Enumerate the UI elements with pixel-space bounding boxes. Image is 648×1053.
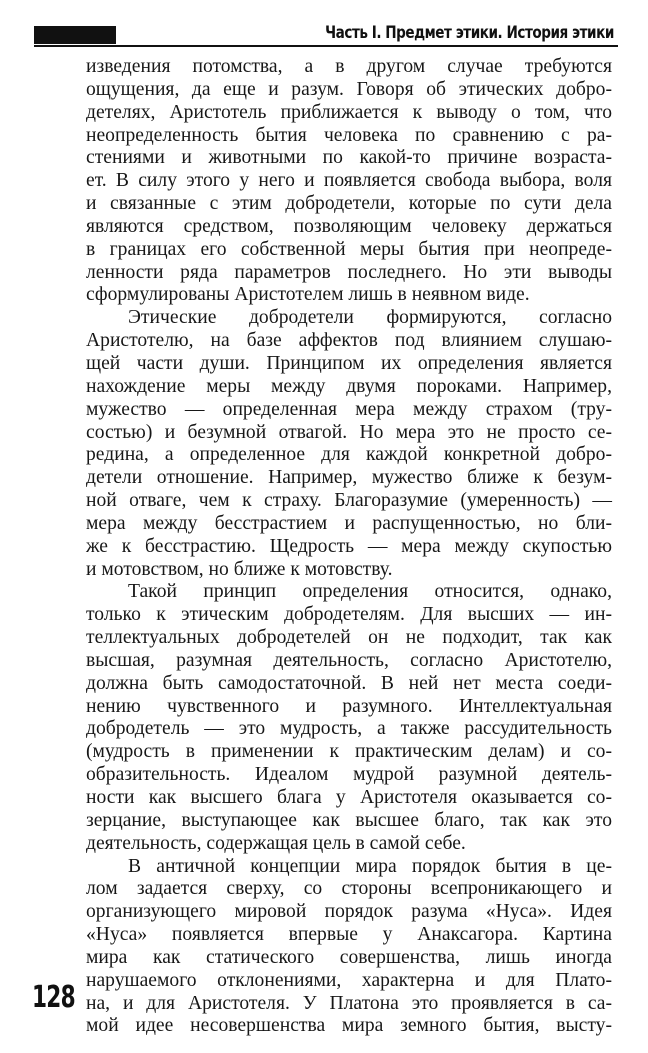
text-line: на, и для Аристотеля. У Платона это проявляется в са- [86,992,612,1014]
text-line: организующего мировой порядок разума «Нуса». Идея [86,901,612,923]
running-header-title: Часть I. Предмет этики. История этики [325,23,614,43]
text-line: ленности ряда параметров последнего. Но эти выводы [86,261,612,283]
text-line: добродетель — это мудрость, а также рассудительность [86,718,612,740]
text-line: теллектуальных добродетелей он не подходит, так как [86,627,612,649]
header-black-bar [34,26,116,44]
header-rule [34,45,618,47]
text-line: должна быть самодостаточной. В ней нет места соеди- [86,672,612,694]
text-line: детелях, Аристотель приближается к выводу о том, что [86,101,612,123]
text-line: и мотовством, но ближе к мотовству. [86,558,393,580]
text-line: высшая, разумная деятельность, согласно Аристотелю, [86,649,612,671]
text-line: мой идее несовершенства мира земного бытия, высту- [86,1015,612,1037]
text-line: ности как высшего блага у Аристотеля оказывается со- [86,787,612,808]
text-line: редина, а определенное для каждой конкретной добро- [86,444,612,466]
text-line: В античной концепции мира порядок бытия в це- [128,855,612,877]
text-line: сформулированы Аристотелем лишь в неявном виде. [86,284,530,306]
text-line: только к этическим добродетелям. Для высших — ин- [86,604,612,626]
text-line: ет. В силу этого у него и появляется свобода выбора, воля [86,170,612,192]
text-line: Аристотелю, на базе аффектов под влиянием слушаю- [86,330,612,352]
text-line: детели отношение. Например, мужество ближе к безум- [86,467,612,489]
text-line: являются средством, позволяющим человеку держаться [86,215,612,237]
text-line: мужество — определенная мера между страхом (тру- [86,398,612,420]
text-line: «Нуса» появляется впервые у Анаксагора. Картина [86,924,612,946]
page-number: 128 [32,980,75,1015]
text-line: лом задается сверху, со стороны всепроникающего и [86,878,612,900]
text-line: нарушаемого отклонениями, характерна и для Плато- [86,969,612,991]
text-line: же к бесстрастию. Щедрость — мера между скупостью [86,535,612,557]
text-line: деятельность, содержащая цель в самой себе. [86,832,466,854]
text-line: мира как статического совершенства, лишь иногда [86,946,612,968]
text-line: стениями и животными по какой-то причине возраста- [86,147,612,169]
text-line: и связанные с этим добродетели, которые по сути дела [86,193,612,215]
text-line: нахождение меры между двумя пороками. Например, [86,375,612,397]
text-line: зерцание, выступающее как высшее благо, так как это [86,809,612,831]
body-text [86,56,612,1038]
text-line: в границах его собственной меры бытия при неопреде- [86,238,612,260]
text-line: мера между бесстрастием и распущенностью, но бли- [86,512,612,534]
text-line: неопределенность бытия человека по сравнению с ра- [86,124,612,146]
text-line: ощущения, да еще и разум. Говоря об этических добро- [86,78,612,100]
text-line: щей части души. Принципом их определения является [86,352,612,374]
text-line: изведения потомства, а в другом случае требуются [86,56,612,77]
text-line: образительность. Идеалом мудрой разумной деятель- [86,764,612,786]
text-line: Этические добродетели формируются, согласно [128,307,612,329]
running-header [30,22,618,48]
text-line: (мудрость в применении к практическим делам) и со- [86,741,612,763]
text-line: ной отваге, чем к страху. Благоразумие (умеренность) — [86,490,612,512]
text-line: состью) и безумной отвагой. Но мера это не просто се- [86,421,612,443]
text-line: нению чувственного и разумного. Интеллектуальная [86,695,612,717]
text-line: Такой принцип определения относится, однако, [128,581,612,603]
